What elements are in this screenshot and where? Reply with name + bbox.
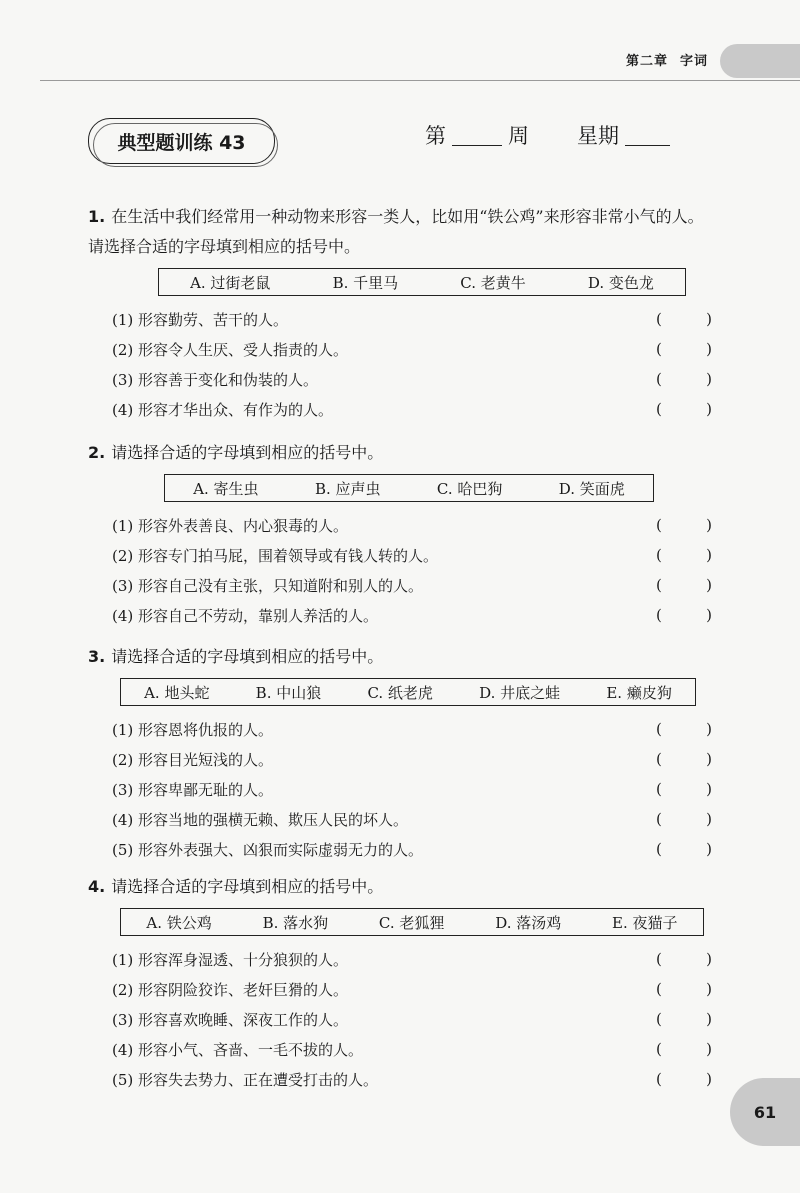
answer-item: (1) 形容勤劳、苦干的人。 ( ) — [112, 310, 712, 329]
answer-blank[interactable]: ( ) — [656, 310, 712, 328]
option: C. 哈巴狗 — [436, 479, 503, 498]
answer-item: (2) 形容专门拍马屁，围着领导或有钱人转的人。 ( ) — [112, 546, 712, 565]
answer-blank[interactable]: ( ) — [656, 400, 712, 418]
option: D. 笑面虎 — [558, 479, 625, 498]
question-1 — [88, 202, 712, 424]
section-label: 字词 — [679, 54, 708, 69]
answer-blank[interactable]: ( ) — [656, 840, 712, 858]
answer-blank[interactable]: ( ) — [656, 606, 712, 624]
answer-blank[interactable]: ( ) — [656, 950, 712, 968]
question-4 — [88, 872, 712, 1094]
options-box — [120, 678, 696, 706]
question-2 — [88, 438, 712, 630]
option: C. 老狐狸 — [378, 913, 445, 932]
training-badge: 典型题训练 43 — [88, 118, 275, 164]
answer-item: (1) 形容外表善良、内心狠毒的人。 ( ) — [112, 516, 712, 535]
answer-blank[interactable]: ( ) — [656, 340, 712, 358]
chapter-tab — [720, 44, 800, 78]
answer-item: (1) 形容浑身湿透、十分狼狈的人。 ( ) — [112, 950, 712, 969]
answer-blank[interactable]: ( ) — [656, 516, 712, 534]
question-text: 4. 请选择合适的字母填到相应的括号中。 — [88, 877, 384, 896]
answer-item: (4) 形容才华出众、有作为的人。 ( ) — [112, 400, 712, 419]
answer-item: (5) 形容失去势力、正在遭受打击的人。 ( ) — [112, 1070, 712, 1089]
page-number: 61 — [730, 1078, 800, 1146]
options-box — [158, 268, 686, 296]
answer-item: (3) 形容善于变化和伪装的人。 ( ) — [112, 370, 712, 389]
answer-item: (5) 形容外表强大、凶狠而实际虚弱无力的人。 ( ) — [112, 840, 712, 859]
answer-blank[interactable]: ( ) — [656, 370, 712, 388]
week-prefix: 第 — [425, 124, 446, 148]
day-label: 星期 — [577, 124, 619, 148]
answer-item: (2) 形容令人生厌、受人指责的人。 ( ) — [112, 340, 712, 359]
week-label: 周 — [508, 124, 529, 148]
answer-blank[interactable]: ( ) — [656, 546, 712, 564]
answer-blank[interactable]: ( ) — [656, 576, 712, 594]
chapter-label: 第二章 — [625, 54, 668, 69]
option: D. 变色龙 — [587, 273, 654, 292]
option: B. 中山狼 — [255, 683, 322, 702]
options-box — [164, 474, 654, 502]
answer-item: (3) 形容自己没有主张，只知道附和别人的人。 ( ) — [112, 576, 712, 595]
answer-blank[interactable]: ( ) — [656, 1010, 712, 1028]
week-date-line — [425, 120, 670, 150]
answer-item: (2) 形容目光短浅的人。 ( ) — [112, 750, 712, 769]
answer-blank[interactable]: ( ) — [656, 980, 712, 998]
question-text: 2. 请选择合适的字母填到相应的括号中。 — [88, 443, 384, 462]
week-blank[interactable] — [452, 144, 502, 146]
answer-blank[interactable]: ( ) — [656, 750, 712, 768]
option: A. 过街老鼠 — [190, 273, 271, 292]
chapter-title — [626, 50, 708, 69]
option: A. 铁公鸡 — [146, 913, 212, 932]
option: D. 落汤鸡 — [495, 913, 562, 932]
question-text: 1. 在生活中我们经常用一种动物来形容一类人，比如用“铁公鸡”来形容非常小气的人。请选择合适的字母填到相应的括号中。 — [88, 207, 704, 256]
answer-item: (1) 形容恩将仇报的人。 ( ) — [112, 720, 712, 739]
option: A. 寄生虫 — [193, 479, 259, 498]
answer-blank[interactable]: ( ) — [656, 810, 712, 828]
header-rule — [40, 80, 800, 81]
option: E. 夜猫子 — [612, 913, 678, 932]
option: C. 老黄牛 — [460, 273, 526, 292]
answer-item: (3) 形容卑鄙无耻的人。 ( ) — [112, 780, 712, 799]
answer-item: (3) 形容喜欢晚睡、深夜工作的人。 ( ) — [112, 1010, 712, 1029]
answer-item: (4) 形容当地的强横无赖、欺压人民的坏人。 ( ) — [112, 810, 712, 829]
options-box — [120, 908, 704, 936]
option: C. 纸老虎 — [367, 683, 433, 702]
answer-blank[interactable]: ( ) — [656, 780, 712, 798]
answer-blank[interactable]: ( ) — [656, 1040, 712, 1058]
answer-blank[interactable]: ( ) — [656, 720, 712, 738]
answer-item: (2) 形容阴险狡诈、老奸巨猾的人。 ( ) — [112, 980, 712, 999]
option: E. 癞皮狗 — [606, 683, 672, 702]
question-3 — [88, 642, 712, 864]
answer-item: (4) 形容小气、吝啬、一毛不拔的人。 ( ) — [112, 1040, 712, 1059]
option: B. 应声虫 — [314, 479, 381, 498]
question-text: 3. 请选择合适的字母填到相应的括号中。 — [88, 647, 384, 666]
answer-item: (4) 形容自己不劳动，靠别人养活的人。 ( ) — [112, 606, 712, 625]
day-blank[interactable] — [625, 144, 670, 146]
option: A. 地头蛇 — [144, 683, 210, 702]
answer-blank[interactable]: ( ) — [656, 1070, 712, 1088]
option: B. 落水狗 — [262, 913, 329, 932]
option: B. 千里马 — [332, 273, 399, 292]
option: D. 井底之蛙 — [479, 683, 561, 702]
